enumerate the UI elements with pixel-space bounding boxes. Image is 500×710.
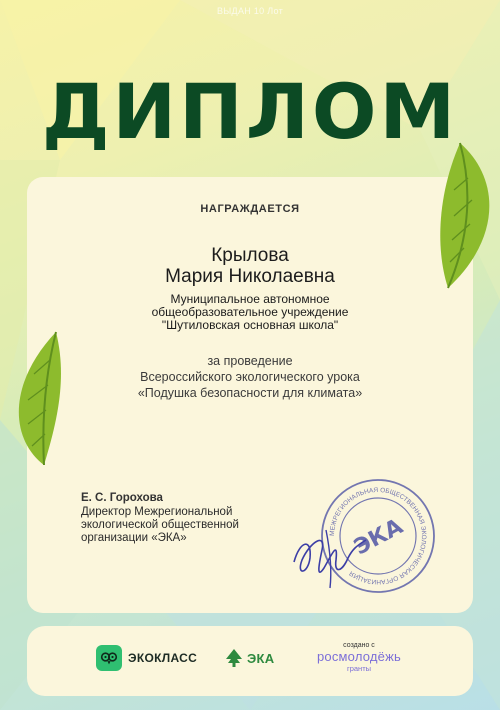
signer-block <box>81 492 239 545</box>
tree-icon <box>225 648 243 668</box>
reason-block <box>0 353 500 401</box>
organization-line: "Шутиловская основная школа" <box>161 318 339 332</box>
seal-ring-text: МЕЖРЕГИОНАЛЬНАЯ ОБЩЕСТВЕННАЯ ЭКОЛОГИЧЕСКАЯ ОРГАНИЗАЦИЯ <box>328 486 428 586</box>
created-with-label: создано с <box>343 642 375 649</box>
reason-line: за проведение <box>207 354 293 368</box>
logo-ekoklass <box>96 645 197 671</box>
signature <box>286 510 376 590</box>
reason-line: «Подушка безопасности для климата» <box>137 386 363 400</box>
seal-center-text: ЭКА <box>350 514 408 561</box>
signer-position: Директор Межрегиональной <box>81 506 233 518</box>
reason-line: Всероссийского экологического урока <box>140 370 360 384</box>
recipient-given-names: Мария Николаевна <box>165 266 335 287</box>
top-note: ВЫДАН 10 Лот <box>216 6 283 16</box>
organization-line: общеобразовательное учреждение <box>151 305 349 319</box>
ekoklass-label: ЭКОКЛАСС <box>128 651 198 665</box>
signer-position: организации «ЭКА» <box>81 532 187 544</box>
eka-label: ЭКА <box>247 650 275 666</box>
logo-rosmolodezh <box>314 641 404 673</box>
rosmolodezh-label: росмолодёжь <box>316 649 401 664</box>
recipient-name <box>0 245 500 287</box>
recipient-surname: Крылова <box>211 245 289 266</box>
grants-label: гранты <box>346 664 372 673</box>
diploma-title: ДИПЛОМ <box>41 67 459 156</box>
organization-line: Муниципальное автономное <box>170 292 330 306</box>
organization-block <box>0 293 500 332</box>
signer-position: экологической общественной <box>81 519 239 531</box>
awarded-label: НАГРАЖДАЕТСЯ <box>200 203 300 215</box>
owl-icon <box>96 645 122 671</box>
signer-name: Е. С. Горохова <box>81 492 163 504</box>
logo-eka <box>225 648 274 668</box>
